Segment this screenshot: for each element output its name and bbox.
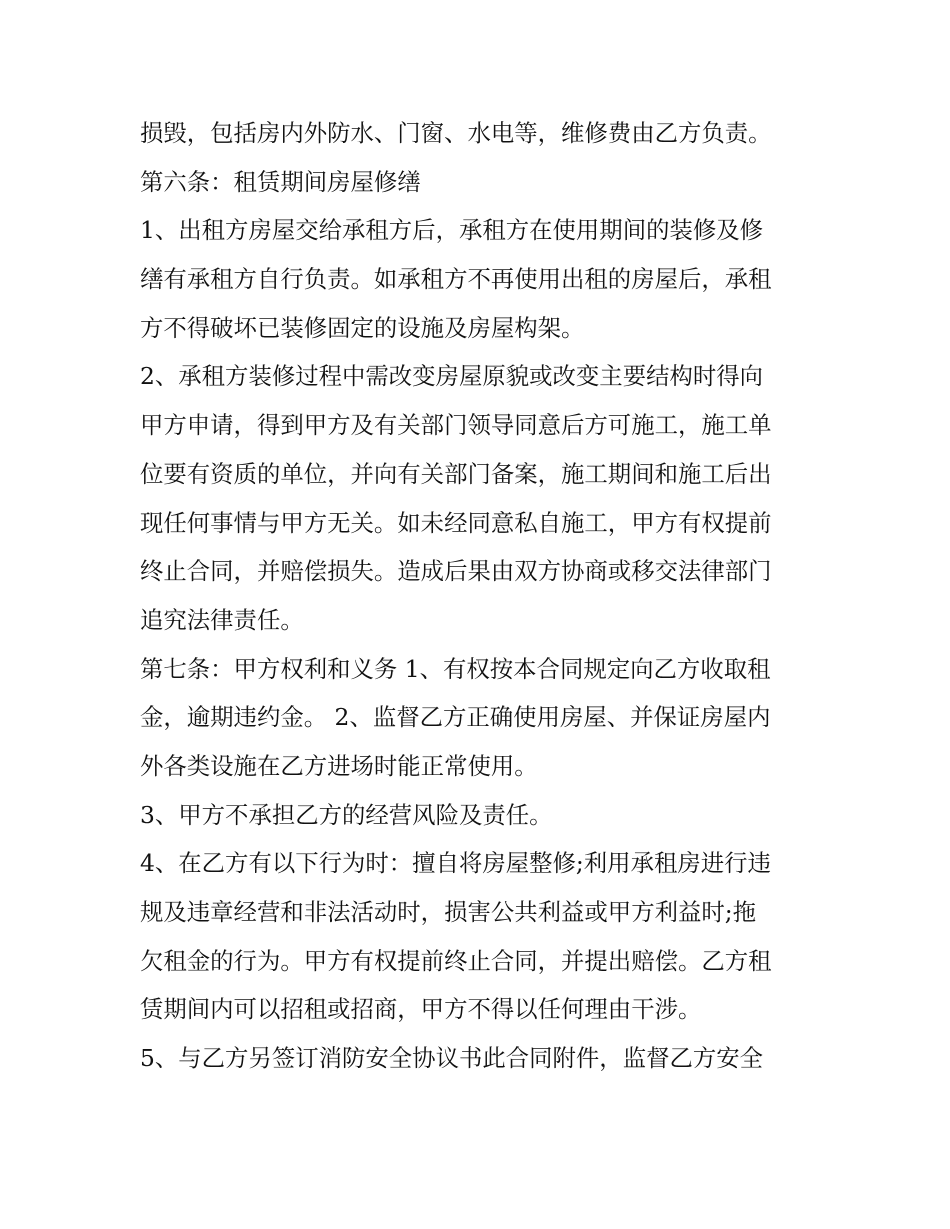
contract-text (140, 109, 820, 1083)
text-line: 1、出租方房屋交给承租方后，承租方在使用期间的装修及修 (140, 216, 764, 245)
text-line: 外各类设施在乙方进场时能正常使用。 (140, 751, 538, 780)
text-line: 规及违章经营和非法活动时，损害公共利益或甲方利益时;拖 (140, 898, 757, 926)
text-line: 损毁，包括房内外防水、门窗、水电等，维修费由乙方负责。 (140, 119, 772, 147)
text-line: 现任何事情与甲方无关。如未经同意私自施工，甲方有权提前 (140, 508, 772, 537)
text-line: 金，逾期违约金。 2、监督乙方正确使用房屋、并保证房屋内 (140, 703, 771, 732)
text-line: 终止合同，并赔偿损失。造成后果由双方协商或移交法律部门 (140, 557, 772, 586)
text-line: 4、在乙方有以下行为时：擅自将房屋整修;利用承租房进行违 (140, 849, 771, 878)
text-line: 缮有承租方自行负责。如承租方不再使用出租的房屋后，承租 (140, 265, 772, 294)
text-line: 位要有资质的单位，并向有关部门备案，施工期间和施工后出 (140, 459, 772, 488)
text-line: 方不得破坏已装修固定的设施及房屋构架。 (140, 313, 585, 342)
text-line: 欠租金的行为。甲方有权提前终止合同，并提出赔偿。乙方租 (140, 946, 772, 975)
text-line: 赁期间内可以招租或招商，甲方不得以任何理由干涉。 (140, 995, 702, 1024)
section-heading: 第七条：甲方权利和义务 1、有权按本合同规定向乙方收取租 (140, 654, 771, 683)
text-line: 追究法律责任。 (140, 605, 304, 634)
text-line: 5、与乙方另签订消防安全协议书此合同附件，监督乙方安全 (140, 1044, 764, 1073)
text-line: 甲方申请，得到甲方及有关部门领导同意后方可施工，施工单 (140, 411, 772, 440)
text-line: 2、承租方装修过程中需改变房屋原貌或改变主要结构时得向 (140, 362, 764, 391)
text-line: 3、甲方不承担乙方的经营风险及责任。 (140, 800, 553, 829)
section-heading: 第六条：租赁期间房屋修缮 (140, 167, 421, 196)
